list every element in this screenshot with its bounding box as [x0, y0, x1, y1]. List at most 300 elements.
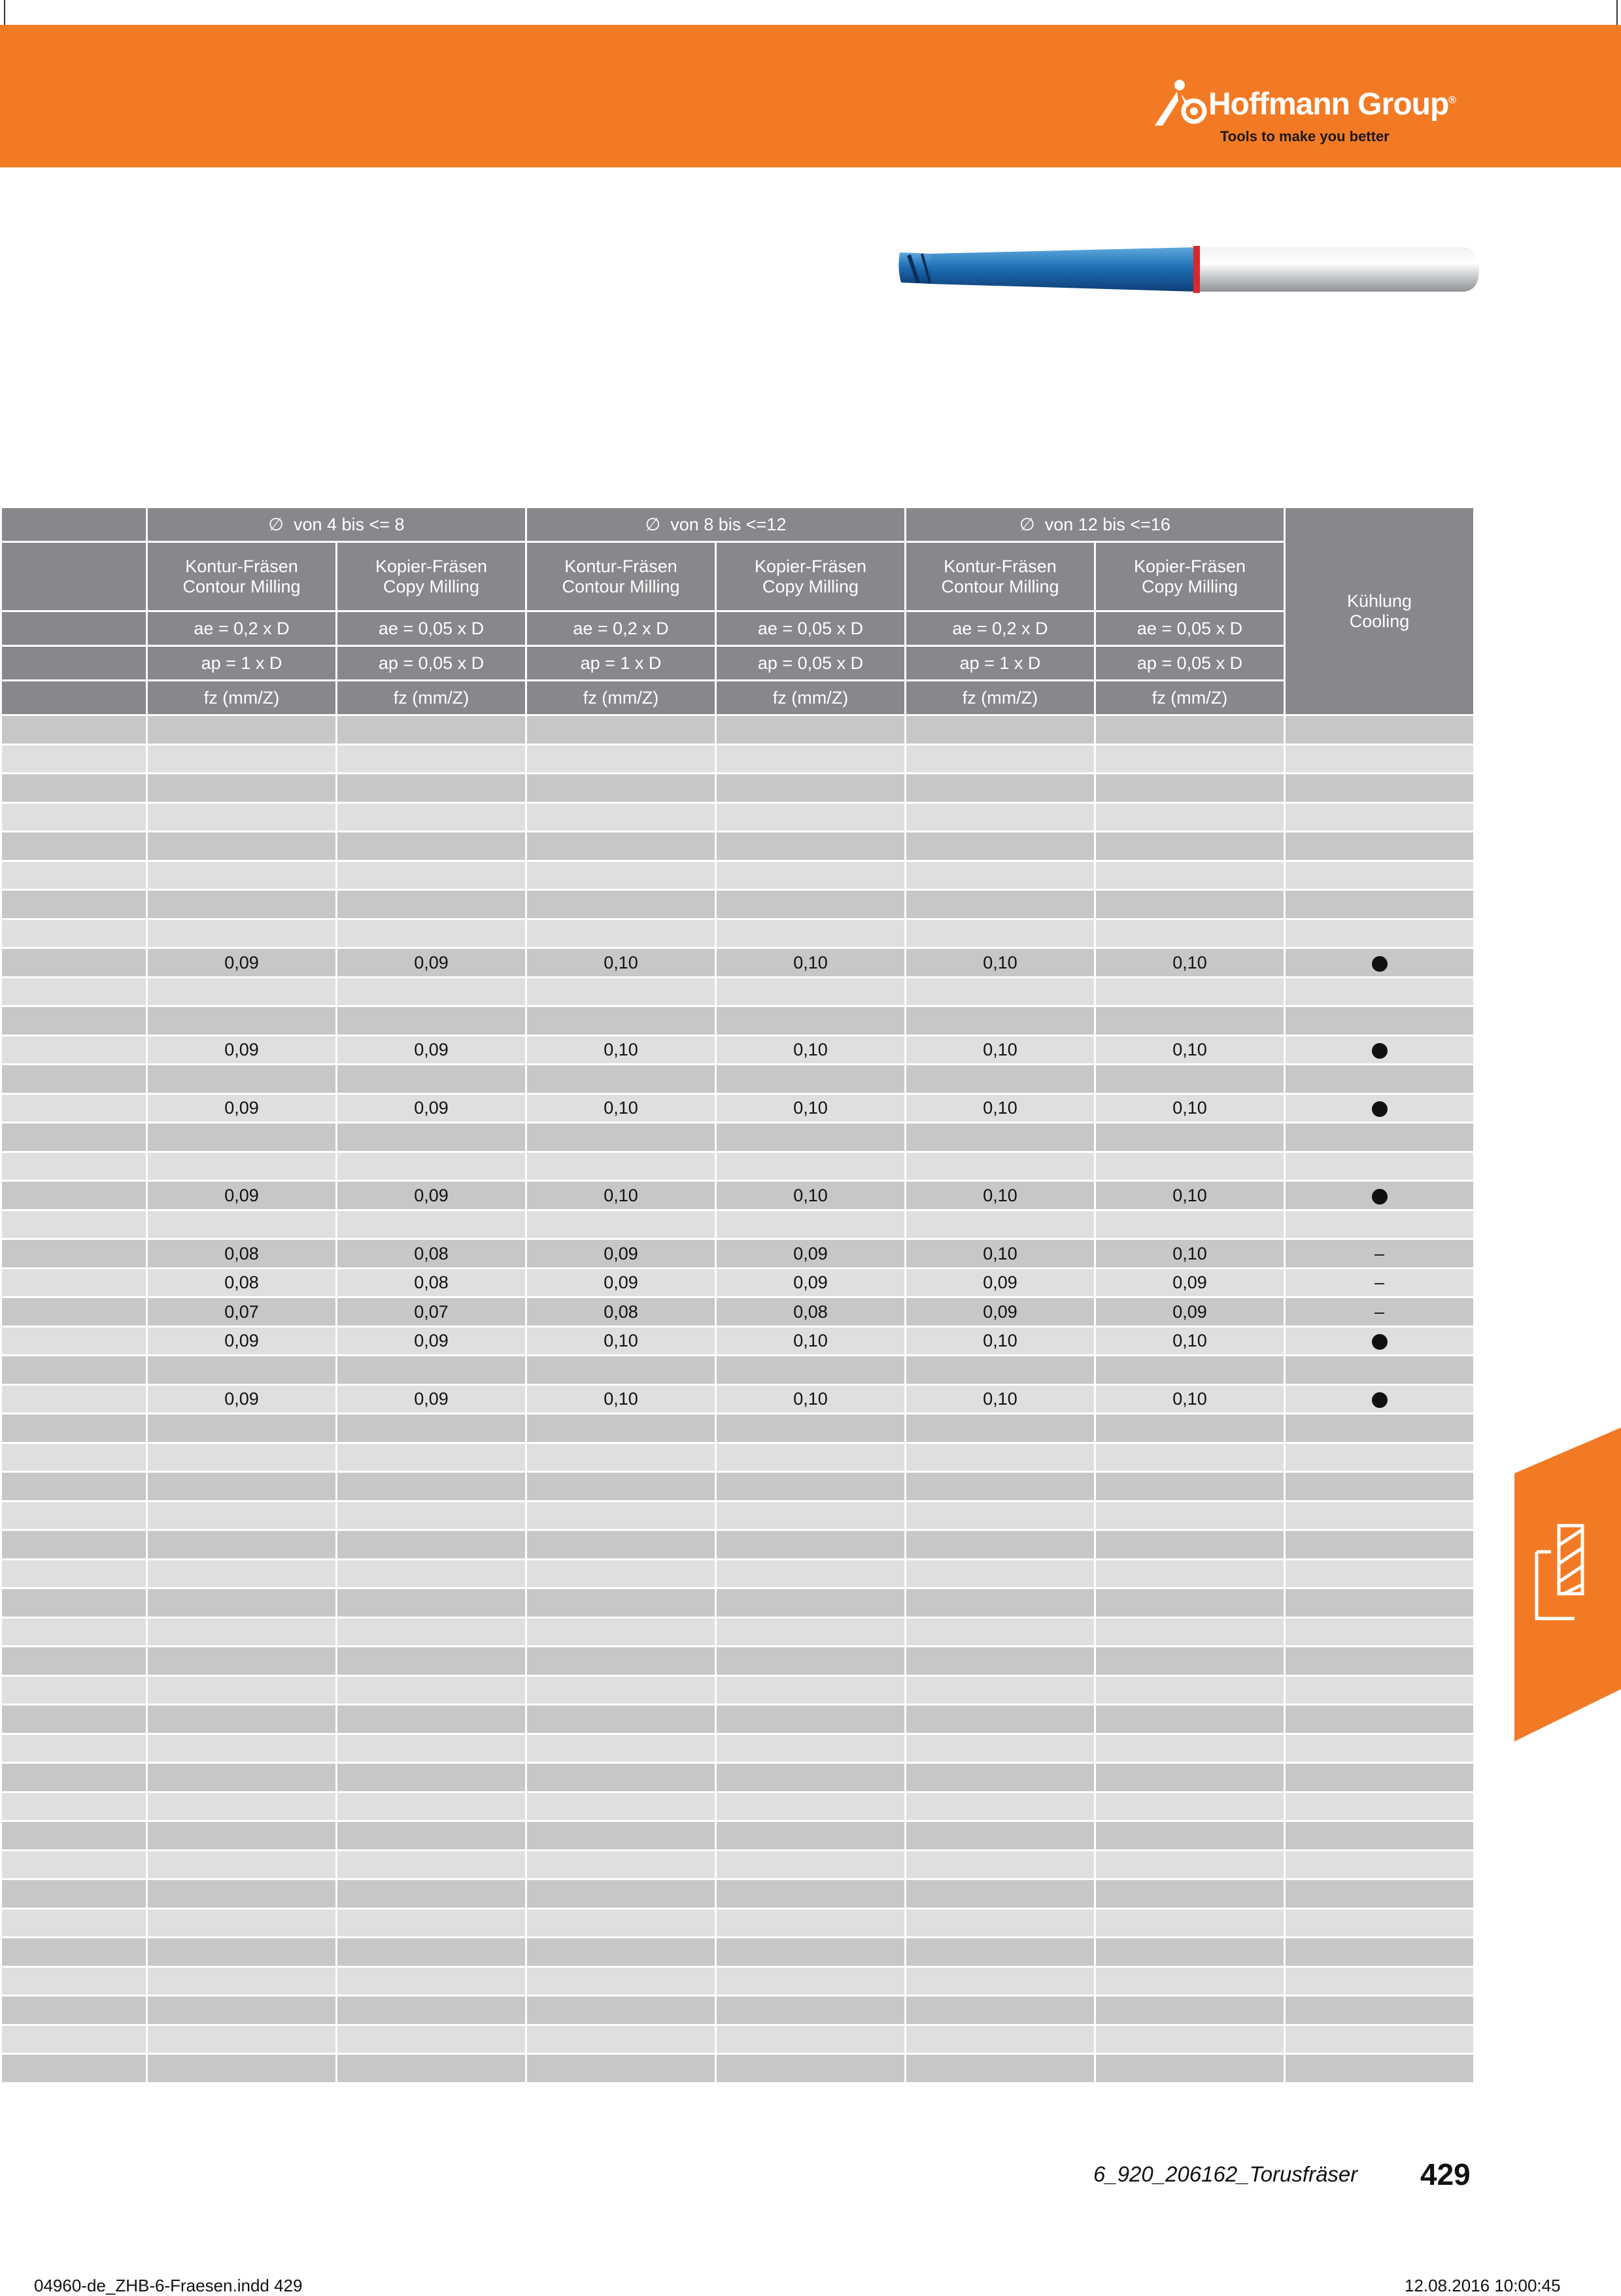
ap-header: ap = 1 x D — [906, 646, 1095, 681]
fz-value-cell — [526, 1850, 716, 1879]
cooling-cell — [1285, 1821, 1475, 1851]
fz-value-cell — [337, 1879, 526, 1909]
material-cell — [1, 1792, 147, 1821]
material-cell — [1, 1152, 147, 1181]
fz-value-cell — [716, 1006, 906, 1036]
fz-value-cell — [337, 1530, 526, 1560]
fz-value-cell — [526, 1938, 716, 1967]
fz-value-cell — [1095, 1996, 1285, 2025]
ap-header: ap = 0,05 x D — [1095, 646, 1285, 681]
fz-header: fz (mm/Z) — [716, 681, 906, 715]
fz-value-cell — [906, 861, 1095, 890]
material-cell — [1, 715, 147, 745]
fz-value-cell: 0,10 — [526, 1326, 716, 1356]
cooling-cell — [1285, 1443, 1475, 1472]
fz-value-cell — [1095, 1501, 1285, 1530]
fz-value-cell — [526, 1501, 716, 1530]
brand-name: Hoffmann Group® — [1208, 87, 1456, 122]
fz-value-cell — [526, 1472, 716, 1501]
table-row — [1, 1588, 1475, 1618]
fz-value-cell — [716, 1356, 906, 1385]
table-row — [1, 1617, 1475, 1647]
header-blank — [1, 681, 147, 715]
ae-header: ae = 0,2 x D — [526, 611, 716, 646]
fz-value-cell — [147, 1647, 337, 1676]
brand-logo — [1152, 72, 1479, 150]
fz-value-cell — [147, 1734, 337, 1763]
cooling-cell — [1285, 1879, 1475, 1909]
cooling-dot-icon — [1372, 1101, 1388, 1117]
operation-header: Kopier-Fräsen Copy Milling — [1095, 542, 1285, 611]
fz-value-cell — [526, 1152, 716, 1181]
fz-value-cell — [337, 1792, 526, 1821]
cooling-cell — [1285, 1850, 1475, 1879]
fz-value-cell — [716, 1705, 906, 1734]
cooling-cell — [1285, 1908, 1475, 1938]
table-row — [1, 1006, 1475, 1036]
material-cell — [1, 1617, 147, 1647]
cooling-cell — [1285, 1035, 1475, 1065]
fz-value-cell — [1095, 715, 1285, 745]
cooling-cell — [1285, 1588, 1475, 1618]
fz-value-cell — [147, 1559, 337, 1588]
fz-value-cell — [1095, 1559, 1285, 1588]
cooling-dot-icon — [1372, 1189, 1388, 1205]
table-row — [1, 1093, 1475, 1123]
fz-value-cell: 0,10 — [906, 1239, 1095, 1269]
fz-value-cell: 0,10 — [906, 1384, 1095, 1414]
fz-value-cell — [906, 1734, 1095, 1763]
fz-value-cell — [526, 1414, 716, 1443]
table-row — [1, 1879, 1475, 1909]
print-slug-file: 04960-de_ZHB-6-Fraesen.indd 429 — [34, 2276, 303, 2295]
ae-header: ae = 0,05 x D — [337, 611, 526, 646]
fz-value-cell — [1095, 1065, 1285, 1094]
cooling-cell: – — [1285, 1268, 1475, 1297]
ae-header: ae = 0,05 x D — [1095, 611, 1285, 646]
fz-value-cell: 0,07 — [147, 1297, 337, 1327]
fz-value-cell — [906, 1065, 1095, 1094]
fz-value-cell — [906, 1414, 1095, 1443]
fz-value-cell: 0,09 — [337, 1326, 526, 1356]
fz-value-cell — [526, 1530, 716, 1560]
material-cell — [1, 1268, 147, 1297]
fz-value-cell — [1095, 1210, 1285, 1239]
operation-header: Kopier-Fräsen Copy Milling — [716, 542, 906, 611]
table-row — [1, 1152, 1475, 1181]
fz-value-cell — [337, 1734, 526, 1763]
fz-value-cell — [716, 1443, 906, 1472]
fz-value-cell — [337, 1210, 526, 1239]
ae-header: ae = 0,2 x D — [906, 611, 1095, 646]
fz-value-cell: 0,10 — [1095, 1093, 1285, 1123]
fz-value-cell — [526, 919, 716, 948]
cooling-cell — [1285, 1093, 1475, 1123]
material-cell — [1, 1181, 147, 1210]
table-row — [1, 1356, 1475, 1385]
fz-value-cell — [906, 1850, 1095, 1879]
material-cell — [1, 1734, 147, 1763]
fz-value-cell — [147, 1763, 337, 1792]
fz-value-cell — [716, 1501, 906, 1530]
fz-value-cell — [716, 1617, 906, 1647]
fz-value-cell — [1095, 1938, 1285, 1967]
fz-value-cell: 0,10 — [1095, 1384, 1285, 1414]
table-row — [1, 1559, 1475, 1588]
fz-value-cell: 0,10 — [716, 1181, 906, 1210]
fz-value-cell — [716, 1152, 906, 1181]
fz-value-cell — [716, 1996, 906, 2025]
cooling-cell — [1285, 715, 1475, 745]
table-row — [1, 1705, 1475, 1734]
fz-value-cell — [906, 1006, 1095, 1036]
fz-value-cell — [1095, 1850, 1285, 1879]
table-row — [1, 1123, 1475, 1152]
fz-value-cell — [1095, 2054, 1285, 2083]
cooling-cell — [1285, 1210, 1475, 1239]
fz-value-cell — [906, 1792, 1095, 1821]
fz-value-cell — [147, 2054, 337, 2083]
fz-value-cell: 0,10 — [906, 948, 1095, 978]
fz-value-cell — [337, 1123, 526, 1152]
fz-value-cell — [337, 1443, 526, 1472]
fz-value-cell — [716, 1879, 906, 1909]
fz-value-cell: 0,09 — [337, 1181, 526, 1210]
fz-value-cell: 0,10 — [1095, 1035, 1285, 1065]
fz-value-cell — [526, 977, 716, 1006]
fz-value-cell — [716, 861, 906, 890]
material-cell — [1, 1559, 147, 1588]
fz-value-cell: 0,10 — [1095, 1239, 1285, 1269]
table-row — [1, 1472, 1475, 1501]
fz-value-cell — [337, 1356, 526, 1385]
cooling-cell: – — [1285, 1239, 1475, 1269]
table-row — [1, 948, 1475, 978]
material-cell — [1, 1239, 147, 1269]
fz-value-cell — [147, 1356, 337, 1385]
table-row — [1, 1035, 1475, 1065]
fz-value-cell: 0,10 — [906, 1093, 1095, 1123]
fz-value-cell — [337, 1472, 526, 1501]
table-row — [1, 1966, 1475, 1996]
fz-value-cell — [147, 1705, 337, 1734]
fz-value-cell — [147, 890, 337, 919]
table-row — [1, 1384, 1475, 1414]
fz-value-cell — [526, 1443, 716, 1472]
fz-value-cell — [337, 1588, 526, 1618]
fz-value-cell — [147, 1152, 337, 1181]
material-cell — [1, 1647, 147, 1676]
fz-value-cell — [716, 1472, 906, 1501]
fz-value-cell — [526, 1821, 716, 1851]
fz-value-cell — [906, 1356, 1095, 1385]
material-cell — [1, 919, 147, 948]
fz-value-cell — [147, 744, 337, 774]
material-cell — [1, 1297, 147, 1327]
table-body — [1, 715, 1475, 2083]
fz-value-cell — [1095, 890, 1285, 919]
fz-value-cell — [337, 1908, 526, 1938]
fz-value-cell: 0,10 — [526, 948, 716, 978]
fz-value-cell: 0,10 — [526, 1035, 716, 1065]
cooling-cell — [1285, 1559, 1475, 1588]
material-cell — [1, 2025, 147, 2054]
fz-value-cell — [716, 1123, 906, 1152]
fz-header: fz (mm/Z) — [526, 681, 716, 715]
fz-value-cell: 0,10 — [1095, 948, 1285, 978]
fz-value-cell: 0,08 — [147, 1239, 337, 1269]
material-cell — [1, 1908, 147, 1938]
fz-value-cell — [906, 1647, 1095, 1676]
chapter-tab — [1514, 1428, 1621, 1741]
fz-value-cell — [906, 1617, 1095, 1647]
operation-header: Kontur-Fräsen Contour Milling — [906, 542, 1095, 611]
fz-value-cell — [147, 1996, 337, 2025]
fz-value-cell: 0,09 — [526, 1239, 716, 1269]
material-cell — [1, 1006, 147, 1036]
fz-value-cell — [716, 802, 906, 832]
cooling-cell — [1285, 1152, 1475, 1181]
fz-value-cell — [906, 744, 1095, 774]
material-cell — [1, 1501, 147, 1530]
material-cell — [1, 1588, 147, 1618]
fz-value-cell — [526, 802, 716, 832]
material-cell — [1, 1996, 147, 2025]
fz-value-cell — [1095, 1443, 1285, 1472]
fz-value-cell — [716, 832, 906, 861]
fz-value-cell — [716, 1792, 906, 1821]
table-row — [1, 1239, 1475, 1269]
cooling-header: Kühlung Cooling — [1285, 507, 1475, 715]
material-cell — [1, 1879, 147, 1909]
material-cell — [1, 1763, 147, 1792]
fz-value-cell — [147, 1850, 337, 1879]
fz-value-cell — [337, 1006, 526, 1036]
fz-value-cell: 0,10 — [716, 948, 906, 978]
cooling-cell — [1285, 1938, 1475, 1967]
fz-value-cell: 0,09 — [337, 948, 526, 978]
fz-value-cell — [1095, 1414, 1285, 1443]
fz-value-cell — [337, 977, 526, 1006]
ae-header: ae = 0,05 x D — [716, 611, 906, 646]
fz-value-cell: 0,08 — [716, 1297, 906, 1327]
fz-value-cell — [147, 1472, 337, 1501]
fz-value-cell — [716, 1647, 906, 1676]
cooling-cell — [1285, 1501, 1475, 1530]
fz-value-cell: 0,09 — [147, 948, 337, 978]
range-header-3: ∅ von 12 bis <=16 — [906, 507, 1285, 542]
cooling-cell — [1285, 948, 1475, 978]
fz-value-cell — [526, 2025, 716, 2054]
fz-value-cell — [526, 1763, 716, 1792]
cooling-dot-icon — [1372, 1043, 1388, 1059]
fz-value-cell: 0,09 — [906, 1297, 1095, 1327]
table-row — [1, 1821, 1475, 1851]
material-cell — [1, 1123, 147, 1152]
fz-value-cell — [526, 1792, 716, 1821]
fz-header: fz (mm/Z) — [906, 681, 1095, 715]
fz-value-cell — [147, 1123, 337, 1152]
fz-value-cell — [906, 802, 1095, 832]
material-cell — [1, 1821, 147, 1851]
fz-value-cell — [1095, 861, 1285, 890]
fz-value-cell — [1095, 1966, 1285, 1996]
fz-value-cell — [716, 1763, 906, 1792]
fz-value-cell: 0,10 — [906, 1181, 1095, 1210]
table-row — [1, 861, 1475, 890]
fz-value-cell — [716, 744, 906, 774]
fz-value-cell — [147, 832, 337, 861]
table-row — [1, 919, 1475, 948]
fz-value-cell: 0,09 — [147, 1093, 337, 1123]
cooling-cell — [1285, 1705, 1475, 1734]
fz-value-cell — [337, 715, 526, 745]
table-row — [1, 774, 1475, 803]
fz-value-cell: 0,09 — [1095, 1297, 1285, 1327]
fz-value-cell: 0,10 — [906, 1035, 1095, 1065]
fz-value-cell — [1095, 919, 1285, 948]
fz-value-cell — [906, 1501, 1095, 1530]
fz-value-cell: 0,09 — [147, 1181, 337, 1210]
material-cell — [1, 1356, 147, 1385]
fz-value-cell: 0,08 — [526, 1297, 716, 1327]
material-cell — [1, 1065, 147, 1094]
hoffmann-logo-icon — [1152, 78, 1211, 131]
fz-value-cell — [526, 1006, 716, 1036]
material-cell — [1, 1705, 147, 1734]
fz-value-cell — [337, 1501, 526, 1530]
fz-value-cell — [337, 890, 526, 919]
fz-value-cell — [1095, 1908, 1285, 1938]
ap-header: ap = 0,05 x D — [716, 646, 906, 681]
fz-value-cell: 0,09 — [526, 1268, 716, 1297]
fz-value-cell — [906, 715, 1095, 745]
fz-header: fz (mm/Z) — [337, 681, 526, 715]
fz-value-cell — [147, 1065, 337, 1094]
fz-value-cell: 0,10 — [526, 1384, 716, 1414]
fz-value-cell — [1095, 1675, 1285, 1705]
fz-value-cell — [526, 1966, 716, 1996]
material-cell — [1, 977, 147, 1006]
header-blank — [1, 611, 147, 646]
material-cell — [1, 1530, 147, 1560]
fz-value-cell: 0,10 — [1095, 1181, 1285, 1210]
fz-value-cell: 0,08 — [337, 1268, 526, 1297]
material-cell — [1, 1326, 147, 1356]
cooling-cell — [1285, 774, 1475, 803]
cooling-cell — [1285, 1966, 1475, 1996]
fz-value-cell — [337, 2025, 526, 2054]
fz-value-cell — [526, 890, 716, 919]
fz-value-cell: 0,10 — [716, 1384, 906, 1414]
fz-value-cell — [1095, 832, 1285, 861]
fz-value-cell — [906, 2054, 1095, 2083]
fz-value-cell — [337, 1705, 526, 1734]
table-row — [1, 2054, 1475, 2083]
fz-value-cell — [906, 890, 1095, 919]
table-row — [1, 1065, 1475, 1094]
fz-value-cell — [337, 861, 526, 890]
fz-value-cell — [1095, 1356, 1285, 1385]
cooling-cell — [1285, 977, 1475, 1006]
fz-value-cell — [526, 1617, 716, 1647]
fz-value-cell — [147, 1821, 337, 1851]
table-row — [1, 1647, 1475, 1676]
fz-value-cell — [526, 1210, 716, 1239]
material-cell — [1, 948, 147, 978]
cooling-cell — [1285, 832, 1475, 861]
cooling-cell — [1285, 1792, 1475, 1821]
fz-value-cell — [526, 1065, 716, 1094]
fz-value-cell — [716, 1675, 906, 1705]
material-cell — [1, 890, 147, 919]
crop-mark-right — [1616, 0, 1618, 26]
table-row — [1, 1675, 1475, 1705]
material-cell — [1, 832, 147, 861]
fz-value-cell — [147, 1792, 337, 1821]
cooling-cell — [1285, 1006, 1475, 1036]
cooling-cell — [1285, 1472, 1475, 1501]
fz-value-cell — [1095, 1647, 1285, 1676]
ap-header: ap = 0,05 x D — [337, 646, 526, 681]
fz-value-cell: 0,09 — [1095, 1268, 1285, 1297]
fz-value-cell — [1095, 1879, 1285, 1909]
fz-value-cell — [716, 1210, 906, 1239]
fz-value-cell — [147, 1414, 337, 1443]
document-id: 6_920_206162_Torusfräser — [1093, 2162, 1358, 2186]
material-cell — [1, 1210, 147, 1239]
fz-value-cell — [906, 832, 1095, 861]
fz-value-cell: 0,09 — [147, 1035, 337, 1065]
material-cell — [1, 1472, 147, 1501]
cooling-cell — [1285, 1123, 1475, 1152]
cooling-cell — [1285, 1065, 1475, 1094]
fz-header: fz (mm/Z) — [1095, 681, 1285, 715]
fz-value-cell — [1095, 2025, 1285, 2054]
fz-value-cell: 0,09 — [716, 1239, 906, 1269]
table-row — [1, 1996, 1475, 2025]
table-row — [1, 1181, 1475, 1210]
fz-value-cell — [1095, 744, 1285, 774]
fz-value-cell — [906, 1675, 1095, 1705]
torus-end-mill-image — [896, 237, 1479, 302]
fz-value-cell — [337, 1559, 526, 1588]
cooling-cell — [1285, 1356, 1475, 1385]
fz-value-cell — [716, 2025, 906, 2054]
table-row — [1, 1734, 1475, 1763]
print-slug-timestamp: 12.08.2016 10:00:45 — [1405, 2276, 1561, 2295]
cooling-cell — [1285, 890, 1475, 919]
fz-value-cell — [526, 1908, 716, 1938]
fz-value-cell — [147, 1006, 337, 1036]
fz-value-cell — [337, 774, 526, 803]
fz-value-cell — [1095, 1821, 1285, 1851]
cooling-cell: – — [1285, 1297, 1475, 1327]
cooling-cell — [1285, 802, 1475, 832]
cooling-cell — [1285, 1617, 1475, 1647]
cooling-cell — [1285, 1414, 1475, 1443]
fz-value-cell — [147, 1966, 337, 1996]
page-number: 429 — [1420, 2157, 1471, 2191]
cutting-data-table — [0, 506, 1475, 2084]
fz-value-cell: 0,07 — [337, 1297, 526, 1327]
fz-value-cell: 0,09 — [337, 1384, 526, 1414]
fz-value-cell: 0,09 — [337, 1093, 526, 1123]
fz-value-cell — [906, 1996, 1095, 2025]
fz-value-cell — [1095, 1006, 1285, 1036]
fz-value-cell — [906, 774, 1095, 803]
operation-header: Kontur-Fräsen Contour Milling — [147, 542, 337, 611]
